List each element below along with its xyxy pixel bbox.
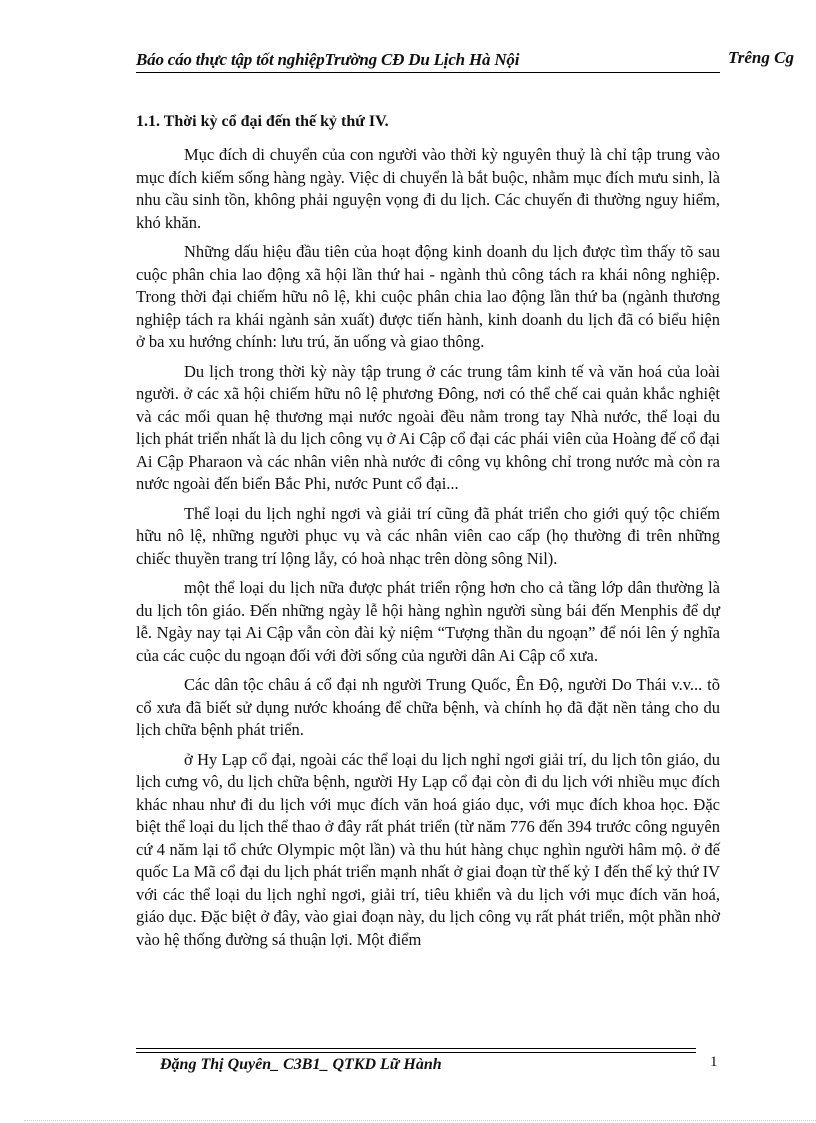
- footer-rule: [136, 1048, 696, 1049]
- document-body: [136, 110, 720, 958]
- paragraph: Du lịch trong thời kỳ này tập trung ở các trung tâm kinh tế và văn hoá của loài người. ở các xã hội chiếm hữu nô lệ phương Đông, nơi có thể chế cai quản khắc nghiệt và các mối quan hệ thương mại nước ngoài đều nằm trong tay Nhà nước, thể loại du lịch phát triển nhất là du lịch công vụ ở Ai Cập cổ đại các phái viên của Hoàng đế cổ đại Ai Cập Pharaon và các nhân viên nhà nước đi công vụ không chỉ trong nước mà còn ra nước ngoài đến biển Bắc Phi, nước Punt cổ đại...: [136, 361, 720, 493]
- header-right-text: Trêng Cg: [728, 48, 794, 67]
- footer-rule: [136, 1052, 696, 1053]
- paragraph: ở Hy Lạp cổ đại, ngoài các thể loại du lịch nghỉ ngơi giải trí, du lịch tôn giáo, du lịch cưng vô, du lịch chữa bệnh, người Hy Lạp cổ đại còn đi du lịch với nhiều mục đích khác nhau như đi du lịch với mục đích văn hoá giáo dục, với mục đích khoa học. Đặc biệt thể loại du lịch thể thao ở đây rất phát triển (từ năm 776 đến 394 trước công nguyên cứ 4 năm lại tổ chức Olympic một lần) và thu hút hàng chục nghìn người hâm mộ. ở đế quốc La Mã cổ đại du lịch phát triển mạnh nhất ở giai đoạn từ thế kỷ I đến thế kỷ thứ IV với các thể loại du lịch nghỉ ngơi, giải trí, tiêu khiển và du lịch với mục đích văn hoá, giáo dục. Đặc biệt ở đây, vào giai đoạn này, du lịch công vụ rất phát triển, một phần nhờ vào hệ thống đường sá thuận lợi. Một điểm: [136, 749, 720, 949]
- paragraph: Những dấu hiệu đầu tiên của hoạt động kinh doanh du lịch được tìm thấy tõ sau cuộc phân chia lao động xã hội lần thứ hai - ngành thủ công tách ra khái nông nghiệp. Trong thời đại chiếm hữu nô lệ, khi cuộc phân chia lao động lần thứ ba (ngành thương nghiệp tách ra khái ngành sản xuất) được tiến hành, kinh doanh du lịch đã có biểu hiện ở ba xu hướng chính: lưu trú, ăn uống và giao thông.: [136, 242, 720, 351]
- section-heading: 1.1. Thời kỳ cổ đại đến thế kỷ thứ IV.: [136, 113, 389, 130]
- header-rule: [136, 72, 720, 73]
- footer-author: Đặng Thị Quyên_ C3B1_ QTKD Lữ Hành: [160, 1056, 442, 1073]
- paragraph: Mục đích di chuyển của con người vào thời kỳ nguyên thuỷ là chỉ tập trung vào mục đích kiếm sống hàng ngày. Việc di chuyển là bắt buộc, nhằm mục đích mưu sinh, là nhu cầu sinh tồn, không phải nguyện vọng đi du lịch. Các chuyến đi thường nguy hiểm, khó khăn.: [136, 145, 720, 232]
- paragraph: một thể loại du lịch nữa được phát triển rộng hơn cho cả tầng lớp dân thường là du lịch tôn giáo. Đến những ngày lễ hội hàng nghìn người sùng bái đến Menphis để dự lễ. Ngày nay tại Ai Cập vẫn còn đài kỷ niệm “Tượng thần du ngoạn” để nói lên ý nghĩa của các cuộc du ngoạn đối với đời sống của người dân Ai Cập cổ xưa.: [136, 578, 720, 665]
- page-edge-divider: [24, 1120, 816, 1121]
- page-header: [136, 46, 816, 72]
- paragraph: Thể loại du lịch nghỉ ngơi và giải trí cũng đã phát triển cho giới quý tộc chiếm hữu nô lệ, những người phục vụ và các nhân viên cao cấp (họ thường đi trên những chiếc thuyền trang trí lộng lẫy, có hoà nhạc trên dòng sông Nil).: [136, 503, 720, 568]
- page-number: 1: [710, 1054, 718, 1070]
- header-title: Báo cáo thực tập tốt nghiệpTrường CĐ Du Lịch Hà Nội: [136, 50, 520, 69]
- paragraph: Các dân tộc châu á cổ đại nh người Trung Quốc, Ên Độ, người Do Thái v.v... tõ cổ xưa đã biết sử dụng nước khoáng để chữa bệnh, và chính họ đã đặt nền tảng cho du lịch chữa bệnh phát triển.: [136, 675, 720, 739]
